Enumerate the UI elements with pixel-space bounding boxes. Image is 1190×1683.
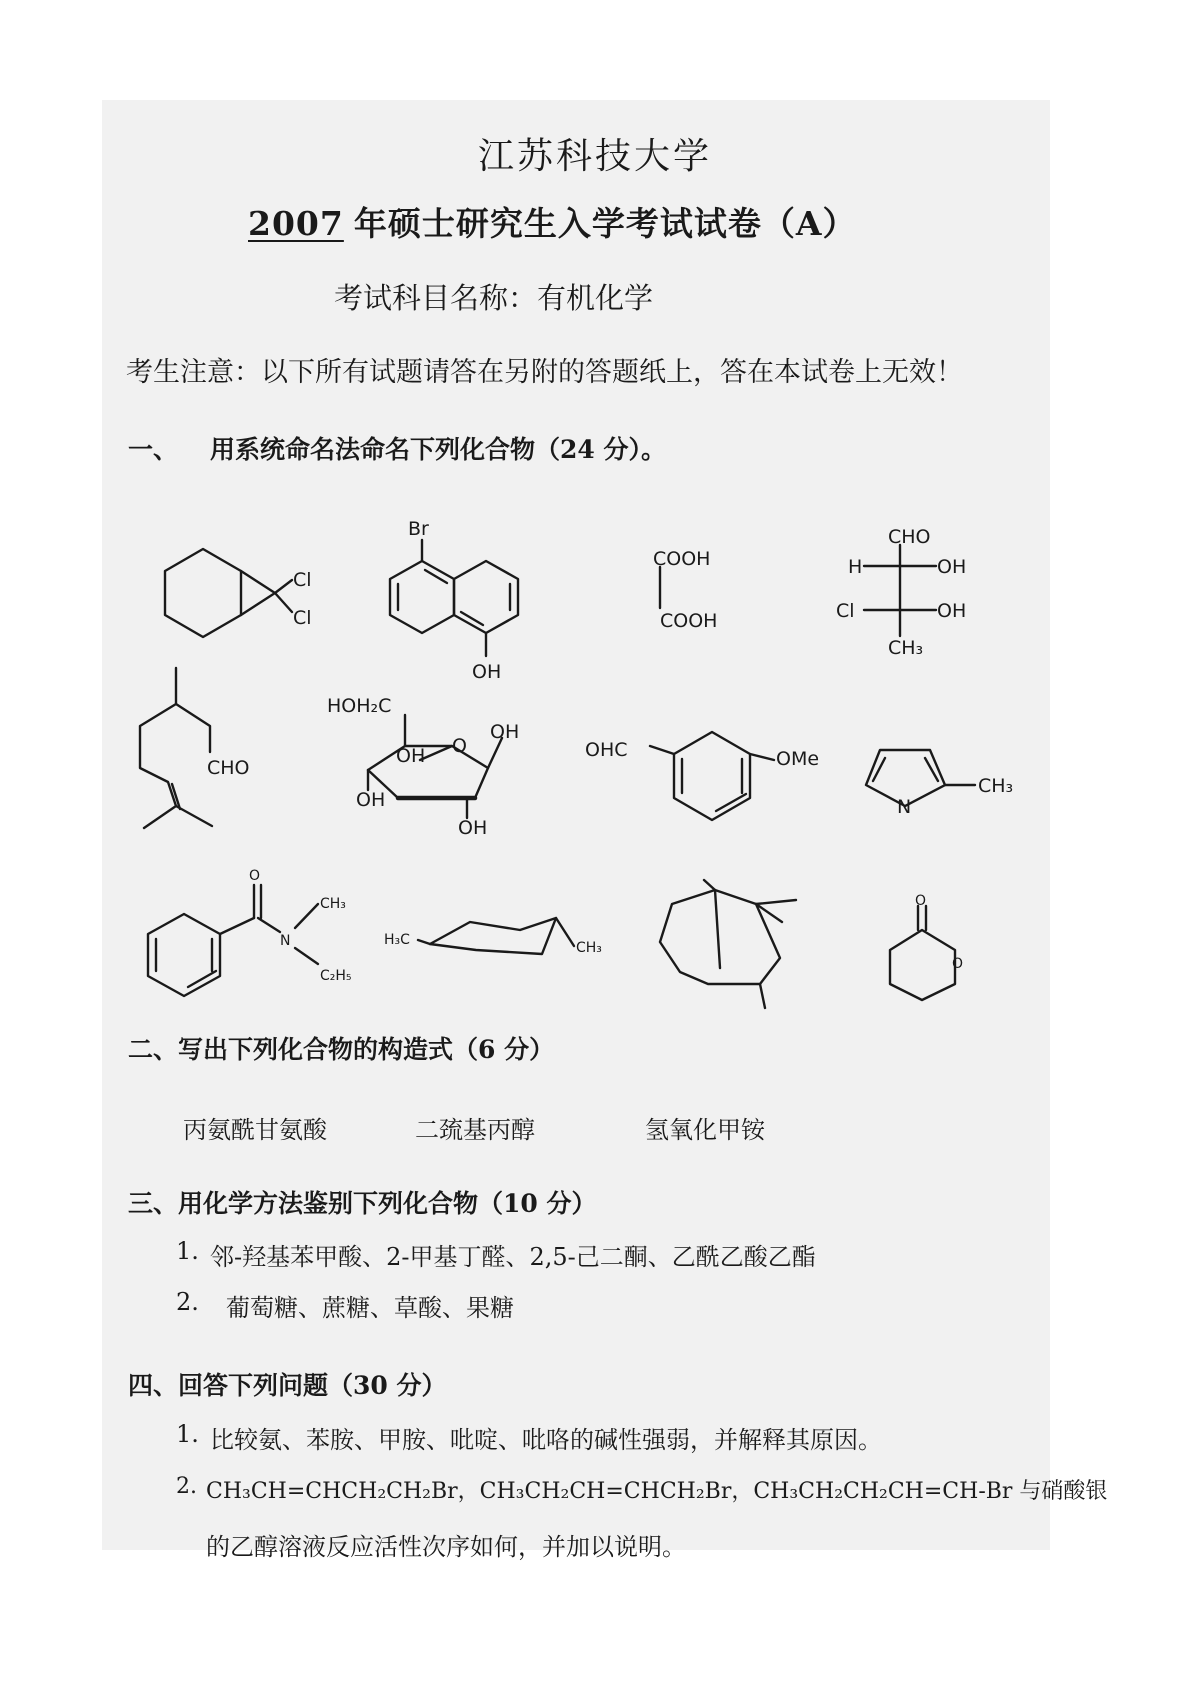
section3-item-2: 葡萄糖、蔗糖、草酸、果糖 (226, 1294, 514, 1322)
section4-item-2: CH₃CH=CHCH₂CH₂Br，CH₃CH₂CH=CHCH₂Br，CH₃CH₂CH₂CH=CH-Br 与硝酸银 (206, 1479, 1108, 1504)
svg-text:O: O (952, 956, 964, 972)
candidate-notice: 考生注意：以下所有试题请答在另附的答题纸上，答在本试卷上无效！ (126, 357, 963, 388)
exam-title-text: 年硕士研究生入学考试试卷（A） (353, 204, 857, 243)
svg-text:OH: OH (396, 745, 426, 767)
svg-text:O: O (915, 893, 927, 909)
svg-text:O: O (452, 735, 467, 757)
svg-text:Cl: Cl (293, 607, 312, 629)
section2-item-3: 氢氧化甲铵 (645, 1116, 765, 1144)
svg-text:N: N (897, 796, 912, 818)
svg-text:OH: OH (937, 556, 967, 578)
section3-item-1: 邻-羟基苯甲酸、2-甲基丁醛、2,5-己二酮、乙酰乙酸乙酯 (210, 1243, 816, 1271)
svg-text:O: O (249, 868, 261, 884)
svg-text:OH: OH (937, 600, 967, 622)
section4-item-1-num: 1. (176, 1420, 199, 1448)
section2-item-2: 二巯基丙醇 (415, 1116, 535, 1144)
svg-text:CHO: CHO (207, 757, 250, 779)
school-name: 江苏科技大学 (477, 136, 712, 177)
svg-text:OH: OH (458, 817, 488, 839)
section3-item-1-num: 1. (176, 1237, 199, 1265)
section4-item-1: 比较氨、苯胺、甲胺、吡啶、吡咯的碱性强弱，并解释其原因。 (210, 1426, 882, 1454)
svg-text:CH₃: CH₃ (888, 637, 924, 659)
svg-text:OH: OH (490, 721, 520, 743)
section1-title: 用系统命名法命名下列化合物（24 分）。 (210, 435, 666, 464)
svg-text:Br: Br (408, 518, 429, 540)
svg-text:C₂H₅: C₂H₅ (320, 968, 352, 984)
section3-title: 三、用化学方法鉴别下列化合物（10 分） (128, 1189, 597, 1218)
section2-item-1: 丙氨酰甘氨酸 (183, 1116, 327, 1144)
svg-text:Cl: Cl (836, 600, 855, 622)
svg-text:Cl: Cl (293, 569, 312, 591)
svg-text:OHC: OHC (585, 739, 628, 761)
svg-text:HOH₂C: HOH₂C (327, 695, 392, 717)
svg-text:OH: OH (472, 661, 502, 683)
section3-item-2-num: 2. (176, 1288, 199, 1316)
section2-title: 二、写出下列化合物的构造式（6 分） (128, 1035, 555, 1064)
exam-year: 2007 (248, 204, 344, 243)
section4-item-2-num: 2. (176, 1474, 197, 1499)
svg-text:H: H (848, 556, 863, 578)
section4-item-2-continuation: 的乙醇溶液反应活性次序如何，并加以说明。 (206, 1533, 686, 1561)
svg-text:H₃C: H₃C (384, 932, 410, 948)
subject-line: 考试科目名称：有机化学 (334, 281, 654, 315)
section4-title: 四、回答下列问题（30 分） (128, 1371, 447, 1400)
svg-text:COOH: COOH (653, 548, 711, 570)
svg-text:OMe: OMe (776, 748, 820, 770)
exam-paper (102, 100, 1050, 1550)
svg-text:CH₃: CH₃ (978, 775, 1014, 797)
svg-text:CH₃: CH₃ (320, 896, 346, 912)
svg-text:N: N (280, 933, 291, 949)
svg-text:CH₃: CH₃ (576, 940, 602, 956)
svg-text:COOH: COOH (660, 610, 718, 632)
exam-title (248, 198, 856, 245)
svg-text:CHO: CHO (888, 526, 931, 548)
svg-text:OH: OH (356, 789, 386, 811)
section1-number: 一、 (128, 435, 179, 464)
